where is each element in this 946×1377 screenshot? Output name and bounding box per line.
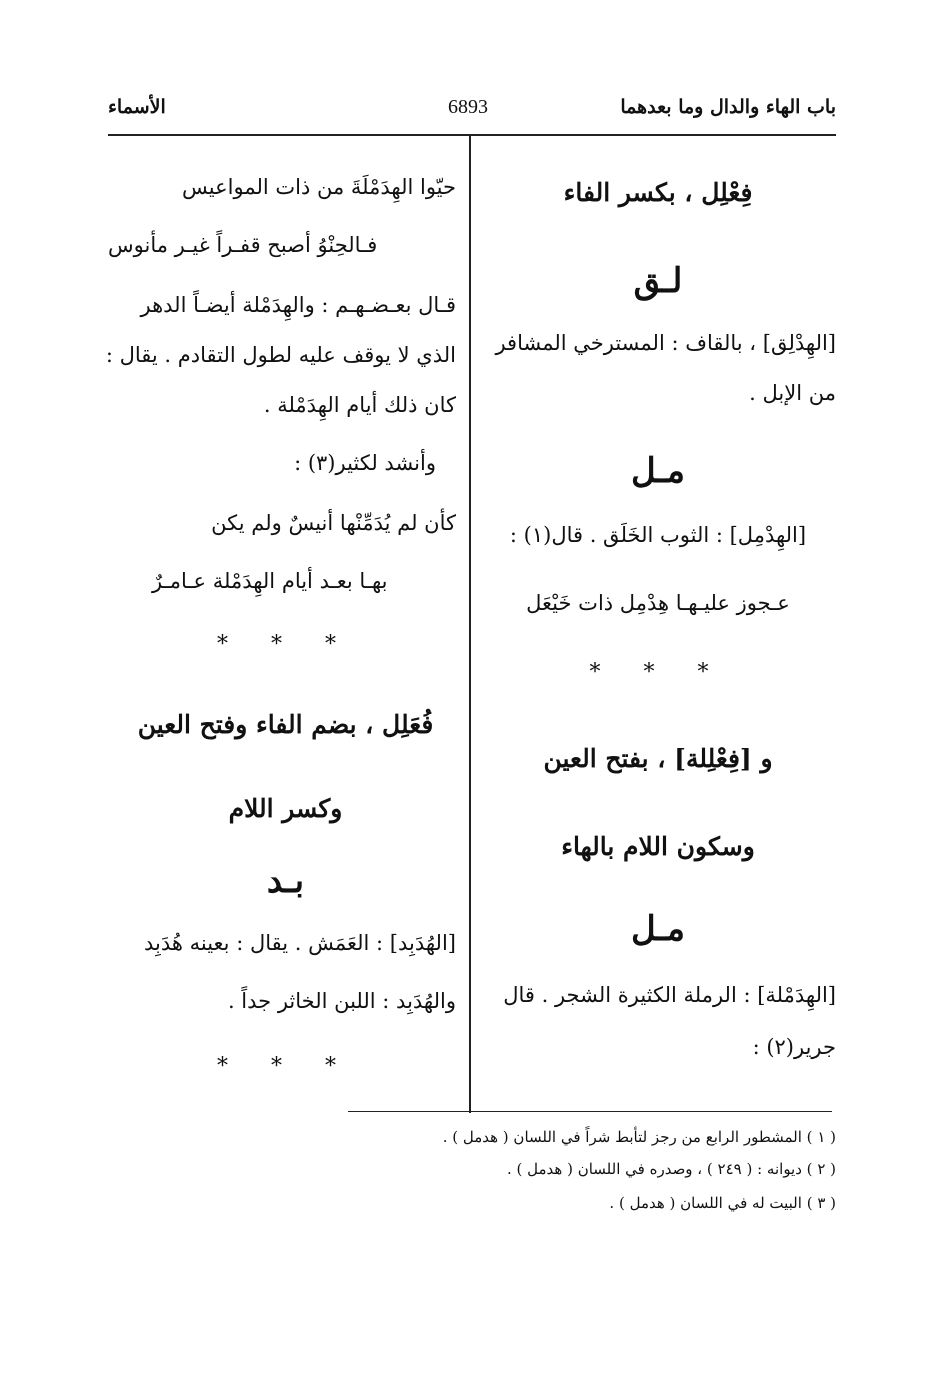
entry-hidmil: [الهِدْمِل] : الثوب الخَلَق . قال(١) : — [509, 523, 807, 547]
footnote-2: ( ٢ ) ديوانه : ( ٢٤٩ ) ، وصدره في اللسان ( هدمل ) . — [506, 1160, 836, 1178]
verse-hinw: فـالحِنْوُ أصبح قفـراً غيـر مأنوس — [108, 233, 378, 257]
root-bd: بـد — [266, 861, 305, 901]
heading-sukun: وسكون اللام بالهاء — [561, 832, 755, 861]
root-ml: مـل — [631, 451, 685, 491]
section-title: الأسماء — [108, 96, 166, 118]
prose-line-1: قـال بعـضـهـم : والهِدَمْلة أيضـاً الدهر — [140, 293, 456, 317]
verse-biha: بهـا بعـد أيام الهِدَمْلة عـامـرٌ — [152, 569, 388, 593]
entry-hidliq-line-2: من الإبل . — [749, 381, 836, 405]
header-rule — [108, 134, 836, 136]
root-lq: لـق — [633, 261, 683, 301]
heading-kasr: وكسر اللام — [228, 794, 343, 823]
heading-filila: و [فِعْلِلة] ، بفتح العين — [543, 744, 773, 773]
verse-kaan: كأن لم يُدَمِّنْها أنيسٌ ولم يكن — [211, 511, 456, 535]
footnote-1: ( ١ ) المشطور الرابع من رجز لتأبط شراً في اللسان ( هدمل ) . — [442, 1128, 836, 1146]
entry-hidamla-line-2: جرير(٢) : — [752, 1035, 836, 1059]
entry-hidamla-line-1: [الهِدَمْلة] : الرملة الكثيرة الشجر . قال — [503, 983, 836, 1007]
page-number: 6893 — [448, 96, 488, 118]
prose-line-2: الذي لا يوقف عليه لطول التقادم . يقال : — [105, 343, 456, 367]
heading-filil: فِعْلِل ، بكسر الفاء — [563, 178, 753, 207]
footnote-3: ( ٣ ) البيت له في اللسان ( هدمل ) . — [609, 1194, 836, 1212]
prose-line-4: وأنشد لكثير(٣) : — [294, 451, 436, 475]
entry-hidliq-line-1: [الهِدْلِق] ، بالقاف : المسترخي المشافر — [495, 331, 836, 355]
verse-ajuz: عـجوز عليـهـا هِدْمِل ذات خَيْعَل — [526, 591, 790, 615]
footnote-rule — [348, 1111, 832, 1112]
verse-hayyu: حيّوا الهِدَمْلَةَ من ذات المواعيس — [182, 175, 456, 199]
separator-stars: * * * — [589, 660, 727, 685]
column-divider — [469, 136, 471, 1113]
chapter-title: باب الهاء والدال وما بعدهما — [620, 96, 836, 118]
entry-hudabid-line-2: والهُدَبِد : اللبن الخاثر جداً . — [227, 989, 456, 1013]
root-ml-2: مـل — [631, 909, 685, 949]
prose-line-3: كان ذلك أيام الهِدَمْلة . — [263, 393, 456, 417]
separator-stars: * * * — [217, 632, 354, 657]
separator-stars: * * * — [217, 1054, 354, 1079]
heading-fualil: فُعَلِل ، بضم الفاء وفتح العين — [137, 710, 434, 739]
entry-hudabid-line-1: [الهُدَبِد] : العَمَش . يقال : بعينه هُدَبِد — [143, 931, 456, 955]
